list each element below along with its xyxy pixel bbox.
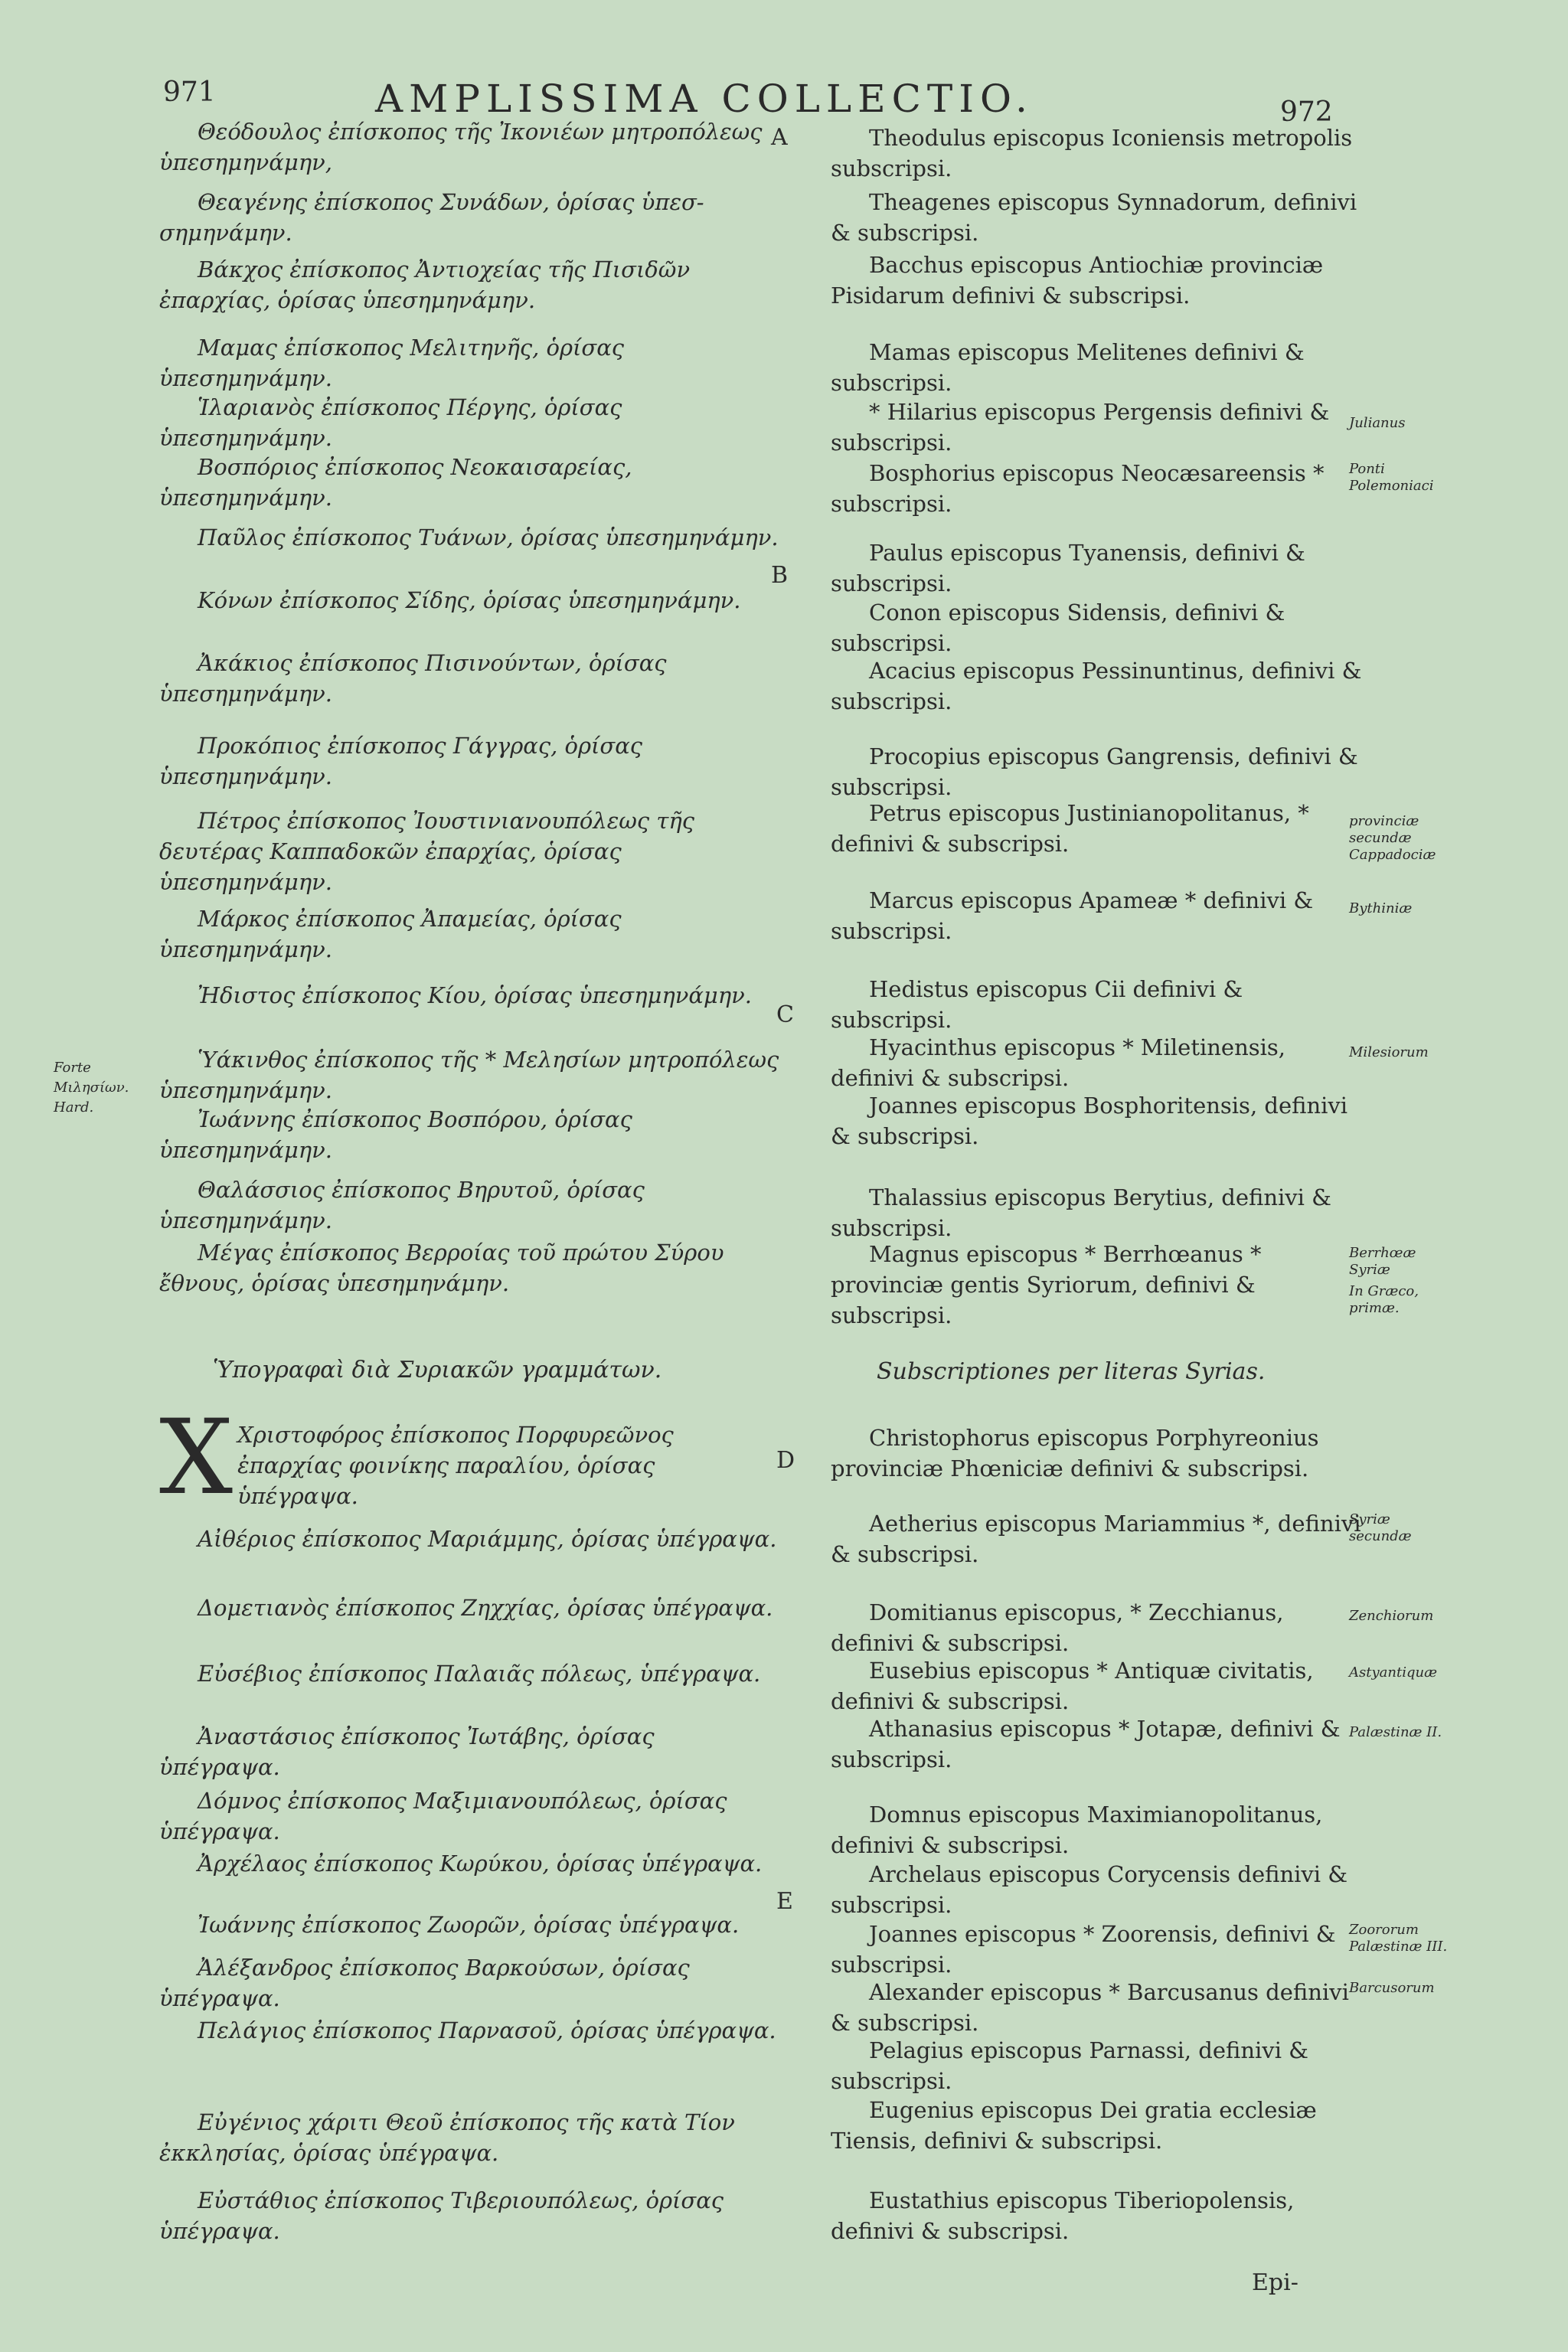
margin-note-left: Forte Μιλησίων. Hard. <box>54 1060 129 1116</box>
greek-entry: Πέτρος ἐπίσκοπος Ἰουστινιανουπόλεως τῆς δευτέρας Καππαδοκῶν ἐπαρχίας, ὁρίσας ὑπεσημηνάμην. <box>159 808 695 895</box>
margin-note: Milesiorum <box>1349 1044 1429 1060</box>
margin-note: provinciæ secundæ Cappadociæ <box>1349 813 1436 863</box>
latin-entry: Procopius episcopus Gangrensis, definivi & subscripsi. <box>831 743 1358 800</box>
latin-entry: Theagenes episcopus Synnadorum, definivi & subscripsi. <box>831 189 1357 246</box>
catchword: Epi- <box>1252 2269 1298 2296</box>
section-letter-d: D <box>776 1447 795 1474</box>
greek-entry: Εὐστάθιος ἐπίσκοπος Τιβεριουπόλεως, ὁρίσας ὑπέγραψα. <box>159 2187 724 2244</box>
greek-entry: Μέγας ἐπίσκοπος Βερροίας τοῦ πρώτου Σύρου ἔθνους, ὁρίσας ὑπεσημηνάμην. <box>159 1240 724 1296</box>
margin-note: Astyantiquæ <box>1349 1664 1437 1681</box>
greek-entry: Θεόδουλος ἐπίσκοπος τῆς Ἰκονιέων μητροπόλεως ὑπεσημηνάμην, <box>159 119 763 175</box>
latin-entry: Thalassius episcopus Berytius, definivi & subscripsi. <box>831 1184 1331 1241</box>
section-letter-c: C <box>776 1001 794 1028</box>
latin-entry: Paulus episcopus Tyanensis, definivi & subscripsi. <box>831 540 1305 596</box>
greek-entry: Μάρκος ἐπίσκοπος Ἀπαμείας, ὁρίσας ὑπεσημηνάμην. <box>159 906 622 962</box>
latin-entry: Alexander episcopus * Barcusanus definivi & subscripsi. <box>831 1979 1349 2036</box>
margin-note: In Græco, primæ. <box>1349 1283 1419 1316</box>
right-page-number: 972 <box>1280 96 1333 128</box>
greek-entry: Δομετιανὸς ἐπίσκοπος Ζηχχίας, ὁρίσας ὑπέγραψα. <box>198 1595 773 1621</box>
latin-entry: Archelaus episcopus Corycensis definivi & subscripsi. <box>831 1861 1348 1918</box>
greek-entry: Ἀρχέλαος ἐπίσκοπος Κωρύκου, ὁρίσας ὑπέγραψα. <box>198 1851 763 1877</box>
section-letter-b: B <box>771 562 789 589</box>
section-letter-e: E <box>776 1888 793 1915</box>
greek-entry: Βάκχος ἐπίσκοπος Ἀντιοχείας τῆς Πισιδῶν ἐπαρχίας, ὁρίσας ὑπεσημηνάμην. <box>159 256 691 313</box>
margin-note: Ponti Polemoniaci <box>1349 461 1434 494</box>
latin-entry: Domnus episcopus Maximianopolitanus, definivi & subscripsi. <box>831 1802 1323 1858</box>
latin-entry: Marcus episcopus Apameæ * definivi & subscripsi. <box>831 887 1314 944</box>
margin-note: Zenchiorum <box>1349 1608 1434 1624</box>
latin-entry: Petrus episcopus Justinianopolitanus, * definivi & subscripsi. <box>831 800 1309 857</box>
latin-entry: Conon episcopus Sidensis, definivi & subscripsi. <box>831 599 1285 656</box>
margin-note: Bythiniæ <box>1349 900 1413 916</box>
greek-entry: Εὐσέβιος ἐπίσκοπος Παλαιᾶς πόλεως, ὑπέγραψα. <box>198 1661 761 1687</box>
greek-entry: Εὐγένιος χάριτι Θεοῦ ἐπίσκοπος τῆς κατὰ Τίον ἐκκλησίας, ὁρίσας ὑπέγραψα. <box>159 2109 735 2166</box>
latin-entry: Eugenius episcopus Dei gratia ecclesiæ Tiensis, definivi & subscripsi. <box>831 2097 1317 2154</box>
greek-entry: Βοσπόριος ἐπίσκοπος Νεοκαισαρείας, ὑπεσημηνάμην. <box>159 454 632 511</box>
greek-entry: Ἀκάκιος ἐπίσκοπος Πισινούντων, ὁρίσας ὑπεσημηνάμην. <box>159 650 667 707</box>
latin-entry: Theodulus episcopus Iconiensis metropolis subscripsi. <box>831 125 1353 181</box>
greek-entry: Θεαγένης ἐπίσκοπος Συνάδων, ὁρίσας ὑπεσ-σημηνάμην. <box>159 189 704 246</box>
greek-entry: Ἰωάννης ἐπίσκοπος Βοσπόρου, ὁρίσας ὑπεσημηνάμην. <box>159 1106 632 1163</box>
greek-entry: Αἰθέριος ἐπίσκοπος Μαριάμμης, ὁρίσας ὑπέγραψα. <box>198 1526 777 1552</box>
greek-entry: Θαλάσσιος ἐπίσκοπος Βηρυτοῦ, ὁρίσας ὑπεσημηνάμην. <box>159 1177 645 1233</box>
greek-entry: Ἀναστάσιος ἐπίσκοπος Ἰωτάβης, ὁρίσας ὑπέγραψα. <box>159 1723 655 1780</box>
latin-entry: Bacchus episcopus Antiochiæ provinciæ Pisidarum definivi & subscripsi. <box>831 252 1324 309</box>
latin-entry: * Hilarius episcopus Pergensis definivi & subscripsi. <box>831 399 1330 456</box>
latin-entry: Eusebius episcopus * Antiquæ civitatis, definivi & subscripsi. <box>831 1658 1314 1714</box>
greek-section-heading: Ὑπογραφαὶ διὰ Συριακῶν γραμμάτων. <box>213 1357 662 1383</box>
margin-note: Julianus <box>1349 415 1406 431</box>
running-title: AMPLISSIMA COLLECTIO. <box>375 77 1034 121</box>
margin-note: Syriæ secundæ <box>1349 1511 1412 1544</box>
greek-entry: Μαμας ἐπίσκοπος Μελιτηνῆς, ὁρίσας ὑπεσημηνάμην. <box>159 335 625 391</box>
greek-entry: Παῦλος ἐπίσκοπος Τυάνων, ὁρίσας ὑπεσημηνάμην. <box>198 524 779 550</box>
greek-entry: Δόμνος ἐπίσκοπος Μαξιμιανουπόλεως, ὁρίσας ὑπέγραψα. <box>159 1788 727 1844</box>
latin-entry: Hyacinthus episcopus * Miletinensis, definivi & subscripsi. <box>831 1034 1286 1091</box>
latin-entry: Joannes episcopus * Zoorensis, definivi & subscripsi. <box>831 1921 1336 1978</box>
latin-entry: Bosphorius episcopus Neocæsareensis * subscripsi. <box>831 460 1325 517</box>
section-letter-a: A <box>771 124 788 151</box>
greek-entry: Χ Χριστοφόρος ἐπίσκοπος Πορφυρεῶνος ἐπαρχίας φοινίκης παραλίου, ὁρίσας ὑπέγραψα. <box>159 1397 674 1517</box>
greek-entry: Ἠδιστος ἐπίσκοπος Κίου, ὁρίσας ὑπεσημηνάμην. <box>198 982 752 1008</box>
greek-entry: Ἰωάννης ἐπίσκοπος Ζωορῶν, ὁρίσας ὑπέγραψα. <box>198 1912 740 1938</box>
latin-entry: Hedistus episcopus Cii definivi & subscripsi. <box>831 976 1243 1033</box>
latin-entry: Eustathius episcopus Tiberiopolensis, definivi & subscripsi. <box>831 2187 1295 2244</box>
margin-note: Barcusorum <box>1349 1980 1435 1996</box>
latin-entry: Magnus episcopus * Berrhœanus * provinciæ gentis Syriorum, definivi & subscripsi. <box>831 1241 1262 1328</box>
latin-entry: Mamas episcopus Melitenes definivi & subscripsi. <box>831 339 1305 396</box>
greek-entry: Ἀλέξανδρος ἐπίσκοπος Βαρκούσων, ὁρίσας ὑπέγραψα. <box>159 1955 690 2011</box>
latin-entry: Domitianus episcopus, * Zecchianus, definivi & subscripsi. <box>831 1599 1284 1656</box>
margin-note: Palæstinæ II. <box>1349 1724 1442 1740</box>
drop-capital: Χ <box>159 1397 234 1517</box>
margin-note: Zoororum Palæstinæ III. <box>1349 1922 1448 1955</box>
latin-entry: Athanasius episcopus * Jotapæ, definivi & subscripsi. <box>831 1716 1341 1772</box>
greek-entry: Κόνων ἐπίσκοπος Σίδης, ὁρίσας ὑπεσημηνάμην. <box>198 587 741 613</box>
greek-entry: Ἱλαριανὸς ἐπίσκοπος Πέργης, ὁρίσας ὑπεσημηνάμην. <box>159 394 622 451</box>
latin-section-heading: Subscriptiones per literas Syrias. <box>877 1358 1266 1385</box>
greek-entry: Πελάγιος ἐπίσκοπος Παρνασοῦ, ὁρίσας ὑπέγραψα. <box>198 2017 776 2043</box>
latin-entry: Aetherius episcopus Mariammius *, definivi & subscripsi. <box>831 1511 1361 1567</box>
latin-entry: Christophorus episcopus Porphyreonius provinciæ Phœniciæ definivi & subscripsi. <box>831 1425 1319 1481</box>
margin-note: Berrhœæ Syriæ <box>1349 1245 1416 1278</box>
greek-entry: Ὑάκινθος ἐπίσκοπος τῆς * Μελησίων μητροπόλεως ὑπεσημηνάμην. <box>159 1047 779 1103</box>
left-page-number: 971 <box>163 77 216 108</box>
greek-entry: Προκόπιος ἐπίσκοπος Γάγγρας, ὁρίσας ὑπεσημηνάμην. <box>159 733 643 789</box>
latin-entry: Joannes episcopus Bosphoritensis, definivi & subscripsi. <box>831 1093 1348 1149</box>
latin-entry: Acacius episcopus Pessinuntinus, definivi & subscripsi. <box>831 658 1362 714</box>
latin-entry: Pelagius episcopus Parnassi, definivi & subscripsi. <box>831 2037 1308 2094</box>
